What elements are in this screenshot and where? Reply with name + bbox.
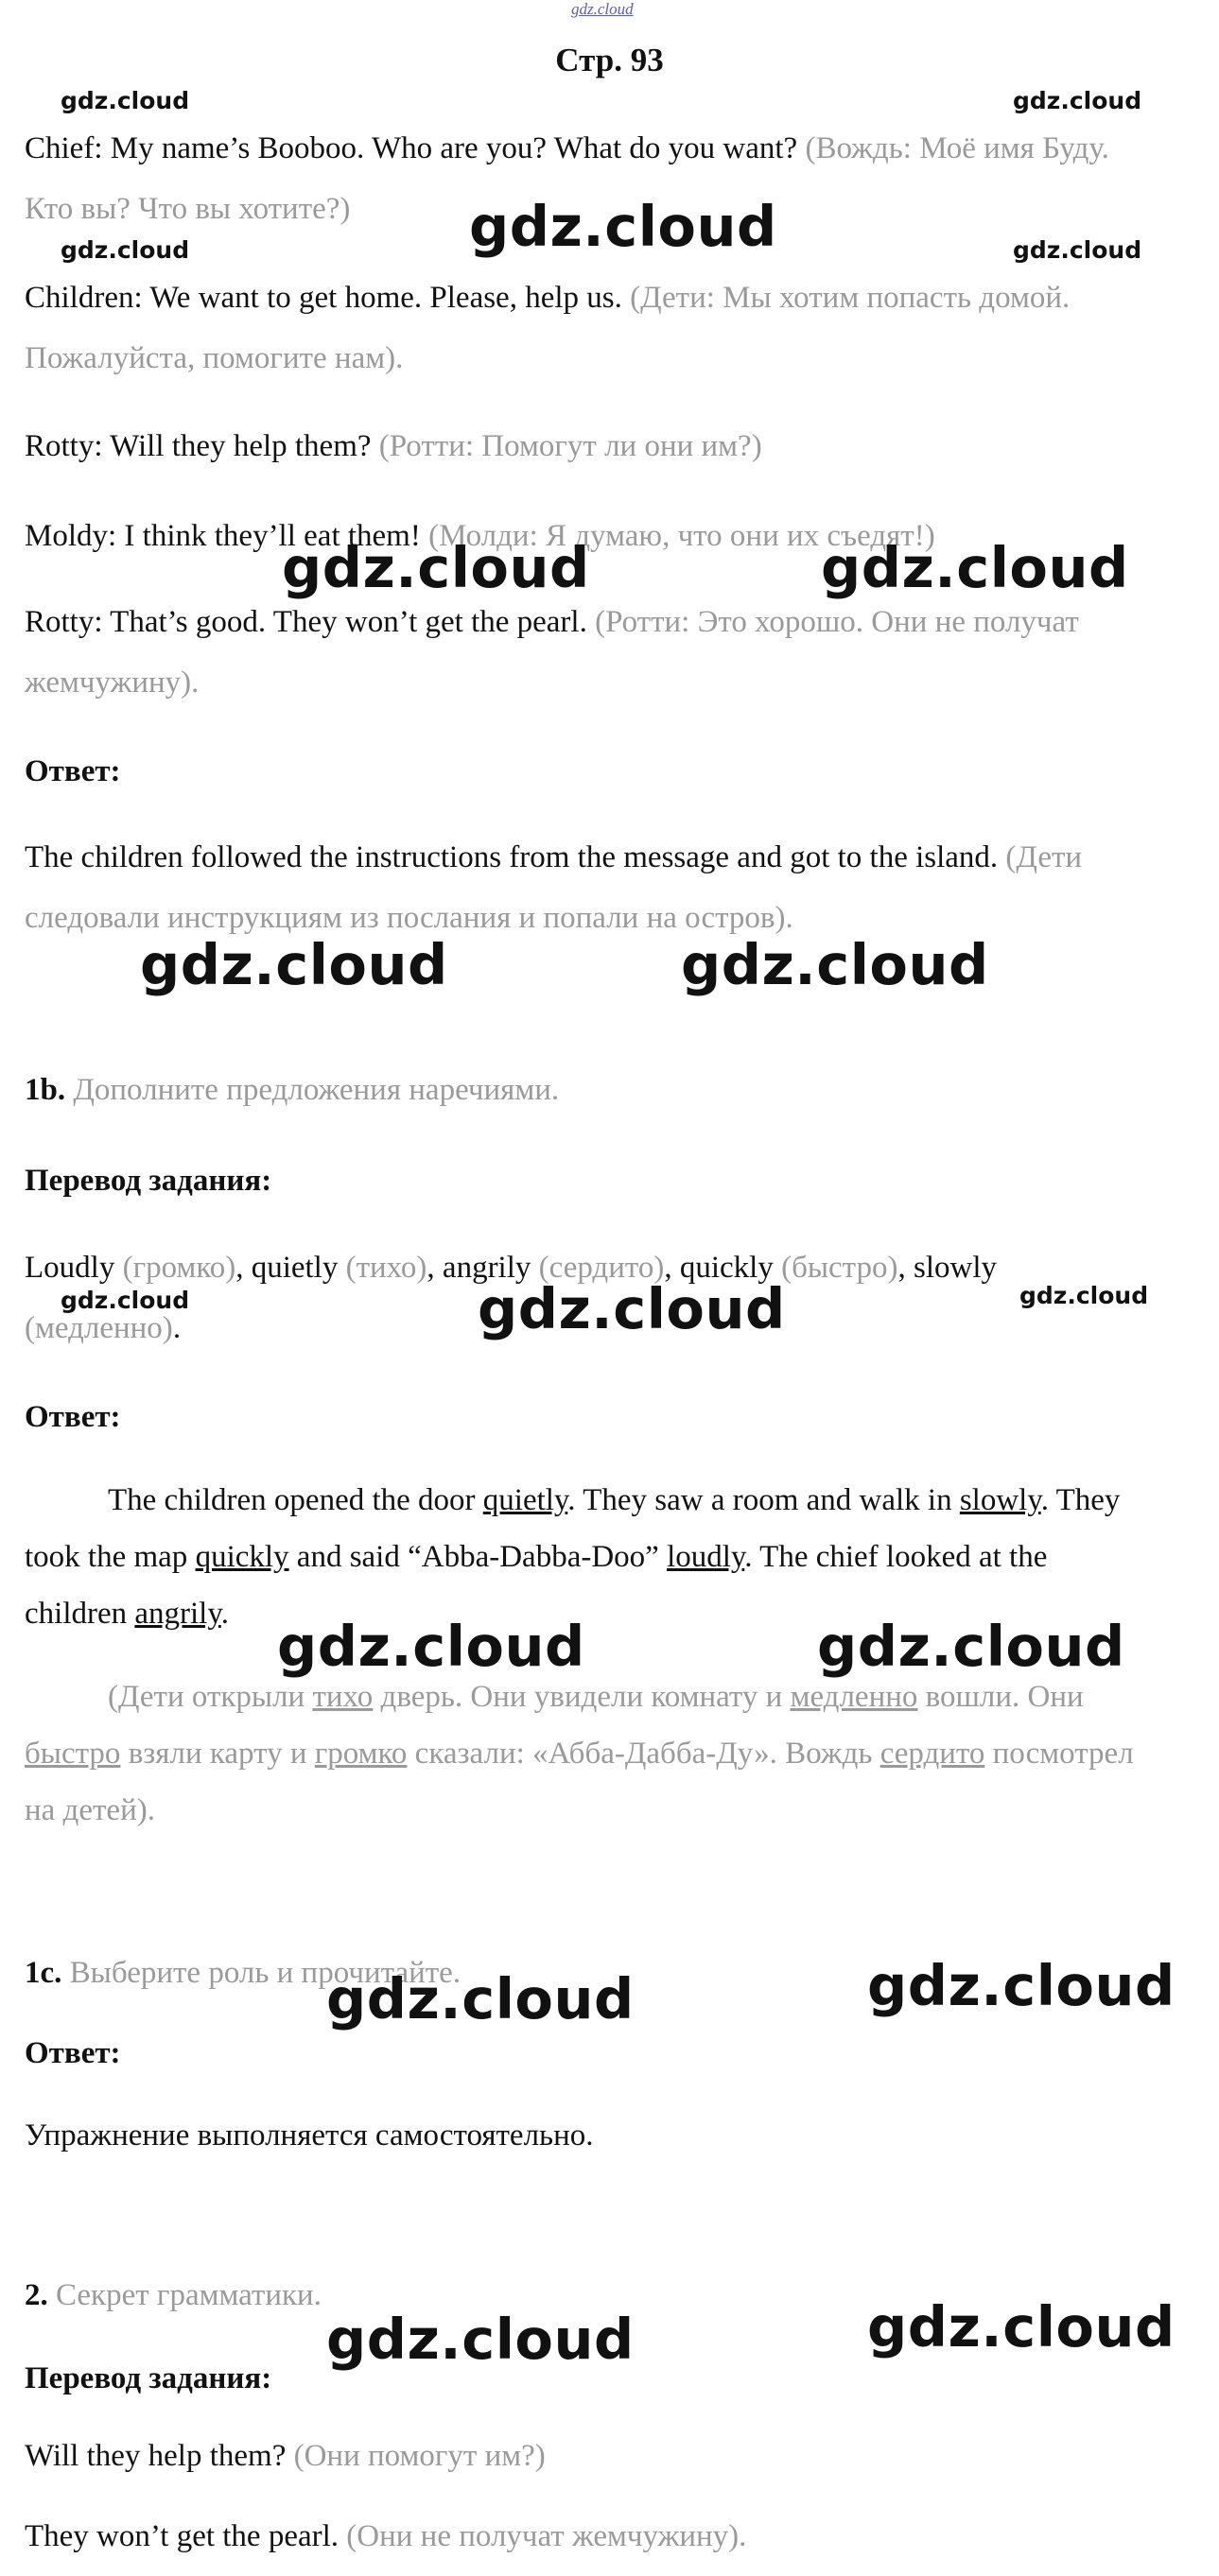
dialogue-en: Chief: My name’s Booboo. Who are you? What do you want? [25, 131, 798, 165]
watermark-small: gdz.cloud [1013, 236, 1142, 264]
answer-ru-paragraph [25, 1668, 1141, 1839]
adverb-ru: (быстро) [781, 1251, 898, 1285]
task-number: 2. [25, 2278, 48, 2312]
dialogue-ru: (Молди: Я думаю, что они их съедят!) [428, 519, 935, 553]
task-number: 1c. [25, 1956, 62, 1990]
watermark-large: gdz.cloud [326, 2307, 635, 2372]
dialogue-line-rotty [25, 416, 1141, 476]
adverb-ru: (громко) [122, 1251, 236, 1285]
grammar-line [25, 2506, 1141, 2567]
page-title: Стр. 93 [555, 42, 664, 78]
text-span: . The chief looked at the children [25, 1540, 1048, 1631]
watermark-small: gdz.cloud [61, 87, 190, 114]
underlined-adverb: быстро [25, 1737, 121, 1771]
grammar-en: Will they help them? [25, 2439, 287, 2473]
text-span: The children opened the door [108, 1483, 483, 1517]
dialogue-line-rotty-2 [25, 592, 1141, 713]
adverb-en: Loudly [25, 1251, 115, 1285]
text-span: сказали: «Абба-Дабба-Ду». Вождь [407, 1737, 880, 1771]
task-1b-heading [25, 1060, 1141, 1120]
answer-label: Ответ: [25, 2036, 121, 2070]
watermark-large: gdz.cloud [821, 535, 1129, 600]
answer-en: The children followed the instructions from the message and got to the island. [25, 840, 999, 874]
dialogue-en: Children: We want to get home. Please, help us. [25, 281, 622, 315]
text-span: . [220, 1597, 229, 1631]
task-text: Секрет грамматики. [56, 2278, 322, 2312]
adverb-ru: (тихо) [345, 1251, 427, 1285]
watermark-large: gdz.cloud [478, 1276, 786, 1341]
adverb-ru: (сердито) [538, 1251, 665, 1285]
translation-label: Перевод задания: [25, 1164, 272, 1198]
adverb-ru: (медленно) [25, 1311, 173, 1345]
adverb-en: quickly [679, 1251, 774, 1285]
task-text: Выберите роль и прочитайте. [69, 1956, 461, 1990]
answer-text [25, 827, 1141, 948]
dialogue-ru: (Ротти: Помогут ли они им?) [378, 429, 762, 463]
watermark-large: gdz.cloud [681, 932, 989, 997]
grammar-ru: (Они не получат жемчужину). [346, 2519, 747, 2553]
watermark-large: gdz.cloud [326, 1966, 635, 2031]
answer-label: Ответ: [25, 754, 121, 788]
watermark-large: gdz.cloud [140, 932, 448, 997]
underlined-adverb: сердито [879, 1737, 985, 1771]
text-span: . They saw a room and walk in [567, 1483, 960, 1517]
adverb-en: slowly [914, 1251, 998, 1285]
text-span: вошли. Они [917, 1680, 1084, 1714]
underlined-adverb: медленно [790, 1680, 918, 1714]
text-span: . They took the map [25, 1483, 1121, 1574]
translation-label: Перевод задания: [25, 2361, 272, 2395]
text-span: взяли карту и [120, 1737, 315, 1771]
answer-label: Ответ: [25, 1400, 121, 1434]
site-mark[interactable]: gdz.cloud [571, 0, 634, 18]
watermark-large: gdz.cloud [867, 2294, 1175, 2360]
grammar-ru: (Они помогут им?) [293, 2439, 546, 2473]
answer-ru: (Дети следовали инструкциям из послания и попали на остров). [25, 840, 1083, 935]
grammar-line [25, 2426, 1141, 2486]
underlined-adverb: тихо [312, 1680, 374, 1714]
task-number: 1b. [25, 1073, 66, 1107]
dialogue-ru: (Вождь: Моё имя Буду. Кто вы? Что вы хотите?) [25, 131, 1109, 226]
grammar-en: They won’t get the pearl. [25, 2519, 340, 2553]
dialogue-en: Moldy: I think they’ll eat them! [25, 519, 421, 553]
underlined-adverb: громко [314, 1737, 408, 1771]
adverb-en: quietly [251, 1251, 339, 1285]
underlined-adverb: angrily [134, 1597, 221, 1631]
dialogue-en: Rotty: Will they help them? [25, 429, 372, 463]
dialogue-ru: (Ротти: Это хорошо. Они не получат жемчужину). [25, 605, 1079, 700]
adverb-en: angrily [442, 1251, 531, 1285]
text-span: and said “Abba-Dabba-Doo” [288, 1540, 668, 1574]
task-text: Дополните предложения наречиями. [73, 1073, 560, 1107]
answer-text: Упражнение выполняется самостоятельно. [25, 2118, 594, 2152]
underlined-adverb: slowly [959, 1483, 1041, 1517]
watermark-small: gdz.cloud [1019, 1282, 1149, 1309]
watermark-small: gdz.cloud [61, 1287, 190, 1314]
dialogue-line-children [25, 268, 1141, 389]
underlined-adverb: quietly [482, 1483, 568, 1517]
dialogue-en: Rotty: That’s good. They won’t get the pearl. [25, 605, 587, 639]
text-span: посмотрел на детей). [25, 1737, 1134, 1827]
dialogue-ru: (Дети: Мы хотим попасть домой. Пожалуйста, помогите нам). [25, 281, 1071, 375]
watermark-large: gdz.cloud [277, 1614, 585, 1679]
text-span: дверь. Они увидели комнату и [373, 1680, 791, 1714]
watermark-large: gdz.cloud [469, 194, 777, 259]
underlined-adverb: loudly [667, 1540, 745, 1574]
adverb-list: Loudly (громко), quietly (тихо), angrily (сердито), quickly (быстро), slowly (медленно). [25, 1251, 998, 1345]
watermark-large: gdz.cloud [867, 1953, 1175, 2018]
underlined-adverb: quickly [195, 1540, 289, 1574]
watermark-large: gdz.cloud [817, 1614, 1125, 1679]
text-span: (Дети открыли [108, 1680, 313, 1714]
watermark-large: gdz.cloud [282, 535, 590, 600]
watermark-small: gdz.cloud [61, 236, 190, 264]
watermark-small: gdz.cloud [1013, 87, 1142, 114]
